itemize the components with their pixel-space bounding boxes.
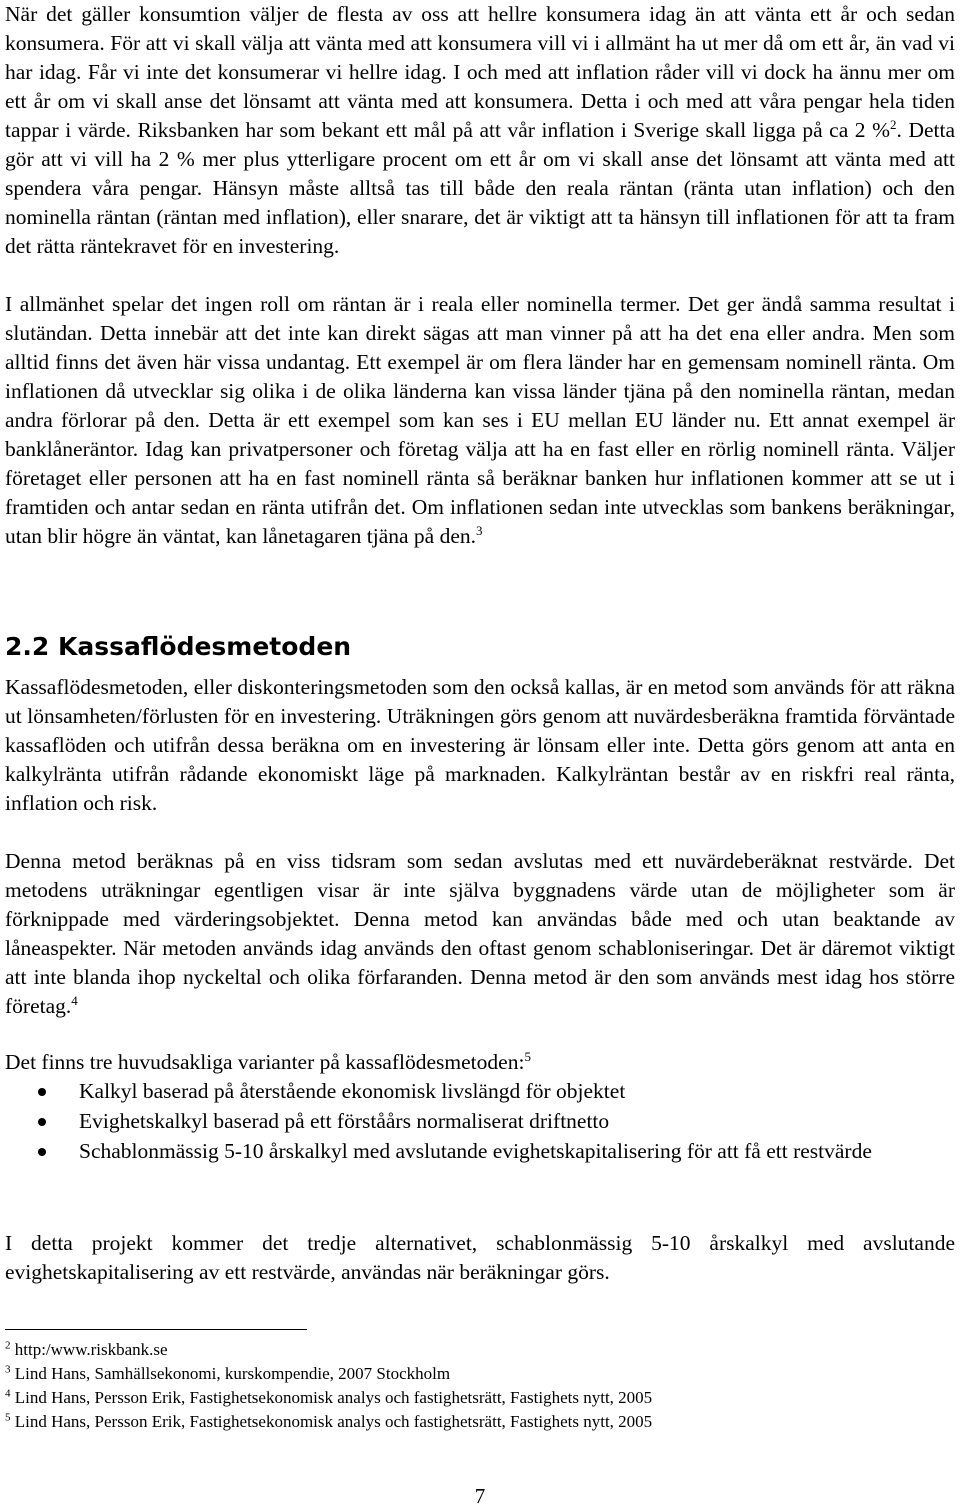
footnote-ref: 5 [524,1048,531,1064]
bullet-icon [38,1118,46,1126]
footnote: $^5$ Lind Hans, Persson Erik, Fastighetsekonomisk analys och fastighetsrätt, Fastighets nytt, 2005 [5,1411,653,1431]
footnote: $^4$ Lind Hans, Persson Erik, Fastighetsekonomisk analys och fastighetsrätt, Fastighets nytt, 2005 [5,1387,653,1407]
list-item: Kalkyl baserad på återstående ekonomisk livslängd för objektet [0,1077,955,1106]
footnote-ref: 2 [890,116,897,132]
paragraph-text: När det gäller konsumtion väljer de flesta av oss att hellre konsumera idag än att vänta ett år och sedan konsumera. För att vi skall välja att vänta med att konsumera vill vi i allmänt ha ut mer då om ett år, än vad vi har idag. Får vi inte det konsumerar vi hellre idag. I och med att inflation råder vill vi dock ha ännu mer om ett år om vi skall anse det lönsamt att vänta med att konsumera. Detta i och med att våra pengar hela tiden tappar i värde. Riksbanken har som bekant ett mål på att vår inflation i Sverige skall ligga på ca 2 % [5,2,955,142]
paragraph-real-nominal [5,290,955,551]
bullet-icon [38,1088,46,1096]
paragraph-text: Det finns tre huvudsakliga varianter på kassaflödesmetoden: [5,1050,525,1074]
footnote-ref: 4 [71,992,78,1008]
footnote-ref: 3 [476,522,483,538]
paragraph-text: I allmänhet spelar det ingen roll om räntan är i reala eller nominella termer. Det ger ändå samma resultat i slutändan. Detta innebär att det inte kan direkt sägas att man vinner på att ha det ena eller andra. Men som alltid finns det även här vissa undantag. Ett exempel är om flera länder har en gemensam nominell ränta. Om inflationen då utvecklar sig olika i de olika länderna kan vissa länder tjäna på den nominella räntan, medan andra förlorar på den. Detta är ett exempel som kan ses i EU mellan EU länder nu. Ett annat exempel är banklåneräntor. Idag kan privatpersoner och företag välja att ha en fast eller en rörlig nominell ränta. Väljer företaget eller personen att ha en fast nominell ränta så beräknar banken hur inflationen kommer att se ut i framtiden och antar sedan en ränta utifrån det. Om inflationen sedan inte utvecklas som bankens beräkningar, utan blir högre än väntat, kan lånetagaren tjäna på den. [5,292,955,548]
paragraph-text: . Detta gör att vi vill ha 2 % mer plus ytterligare procent om ett år om vi skall anse det lönsamt att vänta med att spendera våra pengar. Hänsyn måste alltså tas till både den reala räntan (ränta utan inflation) och den nominella räntan (räntan med inflation), eller snarare, det är viktigt att ta hänsyn till inflationen för att ta fram det rätta räntekravet för en investering. [5,118,955,258]
footnote: $^2$ http:/www.riskbank.se [5,1339,168,1359]
variants-list [0,1077,955,1167]
paragraph-method-details [5,847,955,1021]
section-heading: 2.2 Kassaflödesmetoden [5,632,352,661]
paragraph-method-intro [5,673,955,818]
footnote: $^3$ Lind Hans, Samhällsekonomi, kurskompendie, 2007 Stockholm [5,1363,451,1383]
footnote-divider [5,1329,307,1330]
page-number: 7 [474,1484,486,1508]
paragraph-closing: I detta projekt kommer det tredje alternativet, schablonmässig 5-10 årskalkyl med avslutande evighetskapitalisering av ett restvärde, användas när beräkningar görs. [5,1231,955,1284]
list-item: Evighetskalkyl baserad på ett förståårs normaliserat driftnetto [0,1107,955,1136]
paragraph-inflation [5,0,955,261]
paragraph-text: Denna metod beräknas på en viss tidsram som sedan avslutas med ett nuvärdeberäknat restvärde. Det metodens uträkningar egentligen visar är inte själva byggnadens värde utan de möjligheter som är förknippade med värderingsobjektet. Denna metod kan användas både med och utan beaktande av låneaspekter. När metoden används idag används den oftast genom schabloniseringar. Det är däremot viktigt att inte blanda ihop nyckeltal och olika förfaranden. Denna metod är den som används mest idag hos större företag. [5,849,955,1018]
paragraph-variants-intro [5,1048,955,1077]
bullet-icon [38,1148,46,1156]
paragraph-text: Kassaflödesmetoden, eller diskonteringsmetoden som den också kallas, är en metod som används för att räkna ut lönsamheten/förlusten för en investering. Uträkningen görs genom att nuvärdesberäkna framtida förväntade kassaflöden och utifrån dessa beräkna om en investering är lönsam eller inte. Detta görs genom att anta en kalkylränta utifrån rådande ekonomiskt läge på marknaden. Kalkylräntan består av en riskfri real ränta, inflation och risk. [5,675,955,815]
list-item: Schablonmässig 5-10 årskalkyl med avslutande evighetskapitalisering för att få ett restvärde [0,1137,955,1166]
footnotes [5,1338,955,1434]
